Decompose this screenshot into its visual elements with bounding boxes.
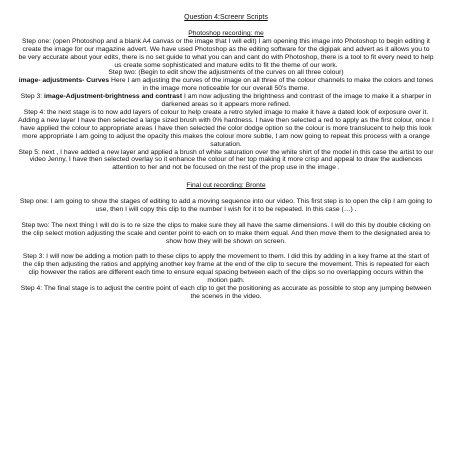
paragraph-spacer [18,214,434,222]
photoshop-step-5: Step 5: next , I have added a new layer and applied a brush of white saturation over the white shirt of the model in this case the artist to our video Jenny, I have then selected overlay so it enhance the colour of her top making it more crisp and appeal to draw the audiences attention to her and not be focused on the rest of the prop use in the image . [18,148,434,172]
photoshop-step-3-body: I am now adjusting the brightness and contrast of the image to make it a sharper in darkened areas so it appears more refined. [161,93,432,109]
section-spacer [18,172,434,182]
final-cut-heading: Final cut recording: Bronte [186,182,266,190]
document-title: Question 4:Screenr Scripts [184,14,268,21]
photoshop-step-3-bold: image-Adjustment-brightness and contrast [44,93,183,101]
final-cut-step-2: Step two: The next thing I will do is to re size the clips to make sure they all have the same dimensions. I will do this by double clicking on the clip select motion adjusting the scale and center point to each on to make them equal. And then move them to the designated area to show how they will be shown on screen. [21,221,431,245]
photoshop-step-3 [18,93,434,109]
photoshop-step-2-bold: image- adjustments- Curves [18,77,110,85]
photoshop-step-1: Step one: (open Photoshop and a blank A4 canvas or the image that I will edit) I am opening this image into Photoshop to begin editing it create the image for our magazine advert. We have used Photoshop as the editing software for the digipak and advert as it allows you to be very accurate about your edits, there is no set guide to what you can and cant do with Photoshop, there is a tool to fit every need to help us create some sophisticated and mature edits to fit the theme of our work. [18,37,434,69]
final-cut-step-1: Step one: I am going to show the stages of editing to add a moving sequence into our video. This first step is to open the clip I am going to use, then I will copy this clip to the number I wish for it to be repeated. In this case (…) . [19,198,433,213]
paragraph-spacer [18,245,434,253]
photoshop-step-2 [18,69,434,93]
photoshop-heading: Photoshop recording: me [188,29,264,37]
final-cut-step-4: Step 4: The final stage is to adjust the centre point of each clip to get the positioning as accurate as possible to stop any jumping between the scenes in the video. [20,284,432,300]
photoshop-step-2-body: Here I am adjusting the curves of the image on all three of the colour channels to make the colors and tones in the image more noticeable for our overall 50's theme. [109,77,434,93]
photoshop-step-3-intro: Step 3: [20,93,45,101]
photoshop-step-2-intro: Step two: (Begin to edit show the adjustments of the curves on all three colour) [108,69,344,77]
final-cut-step-3: Step 3: I will now be adding a motion path to these clips to apply the movement to them. I did this by adding in a key frame at the start of the clip then adjusting the ratios and applying another key frame at the end of the clip to secure the movement. This is repeated for each clip however the ratios are different each time to ensure equal spacing between each of the clips so no overlapping occurs within the motion path. [22,253,430,285]
paragraph-spacer [18,190,434,198]
photoshop-step-4: Step 4: the next stage is to now add layers of colour to help create a retro styled image to make it have a dated look of exposure over it. Adding a new layer I have then selected a large sized brush with 0% hardness. I have then selected a red to apply as the first colour, once I have applied the colour to appropriate areas I have then selected the color dodge option so the colour is more translucent to help this look more appropriate I am going to adjust the opacity this makes the colour more subtle, I am now going to repeat this process with a orange saturation. [18,108,434,148]
